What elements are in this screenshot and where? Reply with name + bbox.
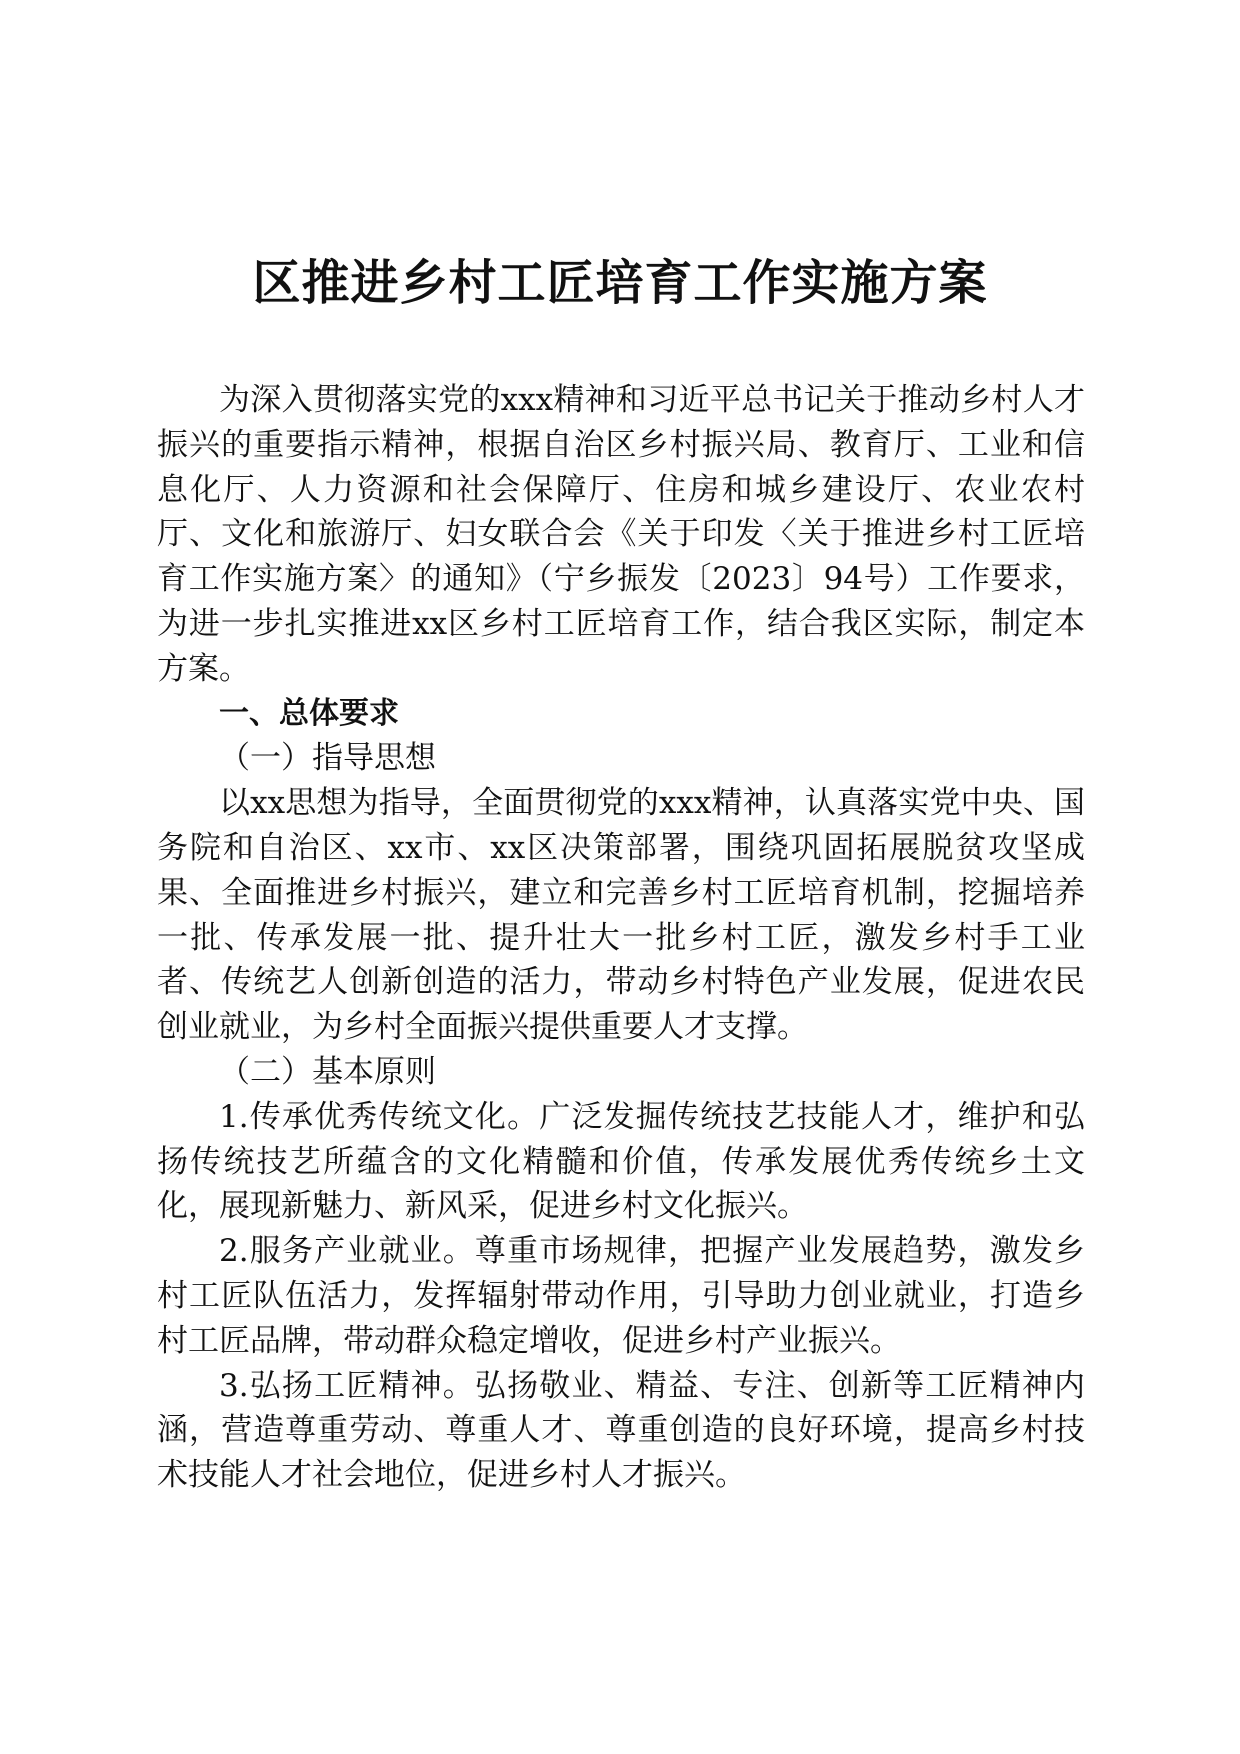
document-title: 区推进乡村工匠培育工作实施方案 — [252, 255, 988, 311]
subsection-heading: （二）基本原则 — [219, 1053, 436, 1090]
principle-paragraph: 1.传承优秀传统文化。广泛发掘传统技艺技能人才，维护和弘扬传统技艺所蕴含的文化精髓和价值，传承发展优秀传统乡土文化，展现新魅力、新风采，促进乡村文化振兴。 — [157, 1098, 1085, 1225]
intro-paragraph: 为深入贯彻落实党的xxx精神和习近平总书记关于推动乡村人才振兴的重要指示精神，根据自治区乡村振兴局、教育厅、工业和信息化厅、人力资源和社会保障厅、住房和城乡建设厅、农业农村厅、文化和旅游厅、妇女联合会《关于印发〈关于推进乡村工匠培育工作实施方案〉的通知》（宁乡振发〔2023〕94号）工作要求，为进一步扎实推进xx区乡村工匠培育工作，结合我区实际，制定本方案。 — [157, 382, 1085, 687]
subsection-heading: （一）指导思想 — [219, 740, 436, 777]
section-heading: 一、总体要求 — [219, 695, 399, 731]
document-body — [157, 378, 1085, 1498]
principle-paragraph: 3.弘扬工匠精神。弘扬敬业、精益、专注、创新等工匠精神内涵，营造尊重劳动、尊重人才、尊重创造的良好环境，提高乡村技术技能人才社会地位，促进乡村人才振兴。 — [157, 1367, 1085, 1494]
body-paragraph: 以xx思想为指导，全面贯彻党的xxx精神，认真落实党中央、国务院和自治区、xx市、xx区决策部署，围绕巩固拓展脱贫攻坚成果、全面推进乡村振兴，建立和完善乡村工匠培育机制，挖掘培养一批、传承发展一批、提升壮大一批乡村工匠，激发乡村手工业者、传统艺人创新创造的活力，带动乡村特色产业发展，促进农民创业就业，为乡村全面振兴提供重要人才支撑。 — [157, 785, 1085, 1046]
principle-paragraph: 2.服务产业就业。尊重市场规律，把握产业发展趋势，激发乡村工匠队伍活力，发挥辐射带动作用，引导助力创业就业，打造乡村工匠品牌，带动群众稳定增收，促进乡村产业振兴。 — [157, 1233, 1085, 1359]
